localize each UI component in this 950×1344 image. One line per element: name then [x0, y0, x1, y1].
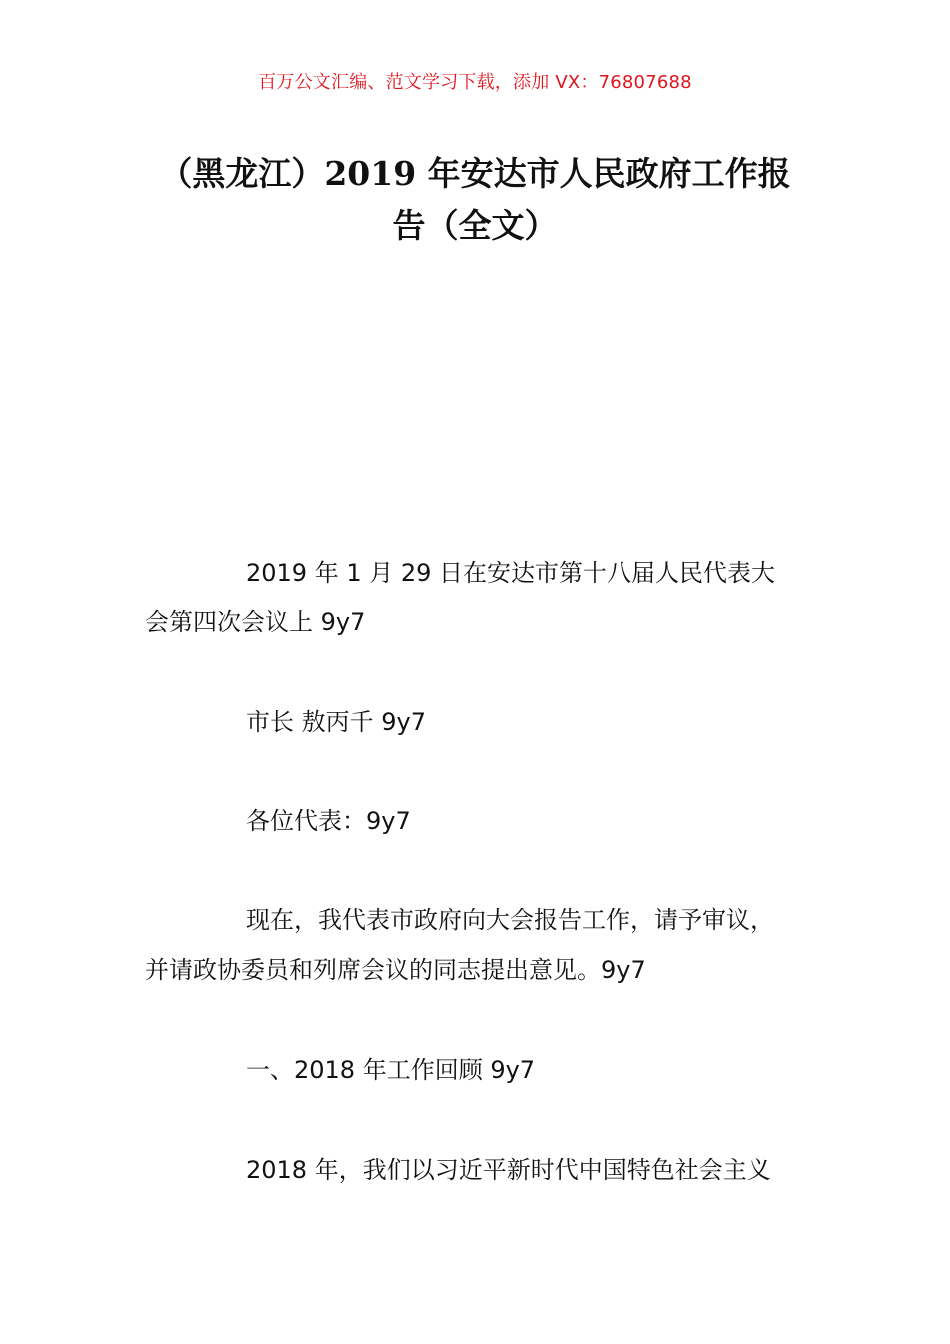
paragraph-intro-line-1: 现在，我代表市政府向大会报告工作，请予审议， — [246, 906, 774, 934]
paragraph-intro-line-2: 并请政协委员和列席会议的同志提出意见。9y7 — [145, 956, 646, 984]
document-title — [120, 148, 830, 252]
header-banner: 百万公文汇编、范文学习下载，添加 VX：76807688 — [258, 72, 692, 93]
section-heading-review: 一、2018 年工作回顾 9y7 — [246, 1056, 536, 1084]
title-line-2: 告（全文） — [392, 206, 558, 245]
paragraph-date-line-1: 2019 年 1 月 29 日在安达市第十八届人民代表大 — [246, 559, 776, 587]
paragraph-date-line-2: 会第四次会议上 9y7 — [145, 608, 366, 636]
paragraph-salutation: 各位代表：9y7 — [246, 807, 411, 835]
paragraph-mayor: 市长 敖丙千 9y7 — [246, 708, 426, 736]
paragraph-review-line-1: 2018 年，我们以习近平新时代中国特色社会主义 — [246, 1156, 771, 1184]
title-line-1: （黑龙江）2019 年安达市人民政府工作报 — [159, 154, 791, 193]
